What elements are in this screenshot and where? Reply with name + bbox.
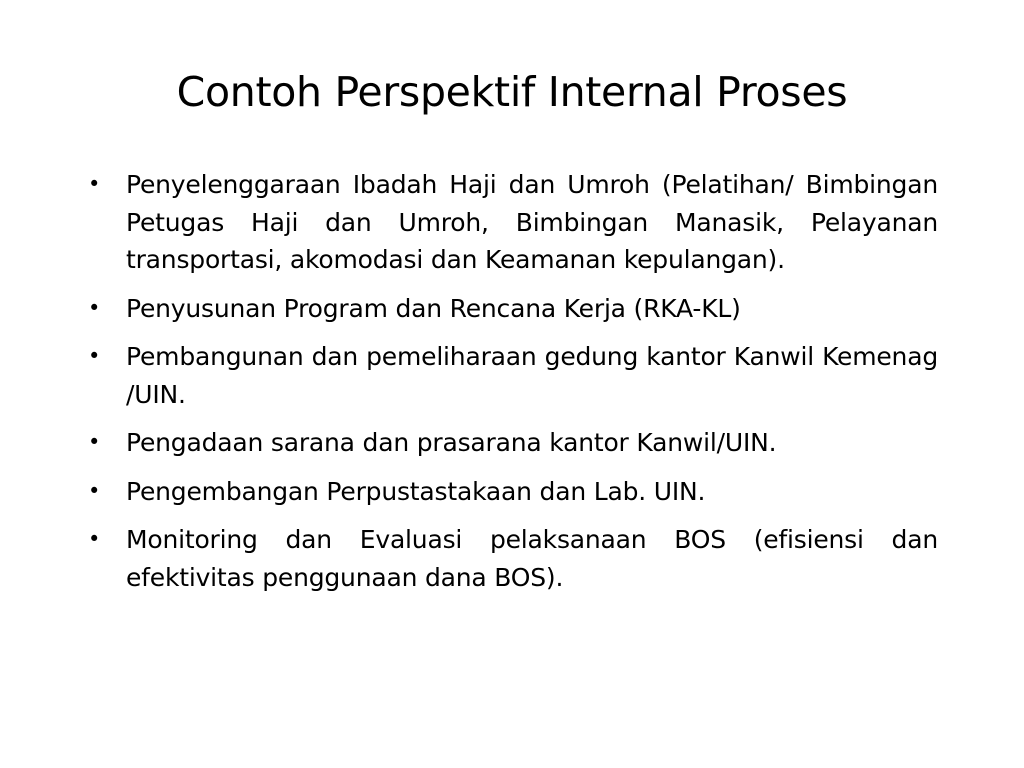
slide-title: Contoh Perspektif Internal Proses	[176, 68, 848, 116]
bullet-text: Penyusunan Program dan Rencana Kerja (RKA-KL)	[126, 293, 741, 323]
bullet-text: Pembangunan dan pemeliharaan gedung kantor Kanwil Kemenag /UIN.	[126, 342, 938, 409]
bullet-item-monitoring-bos	[88, 521, 938, 596]
bullet-marker: •	[88, 295, 101, 320]
bullet-marker: •	[88, 527, 101, 551]
bullet-marker: •	[88, 478, 101, 503]
bullet-text: Pengembangan Perpustastakaan dan Lab. UIN.	[126, 476, 706, 506]
bullet-item-haji	[88, 166, 938, 279]
bullet-marker: •	[88, 172, 101, 196]
bullet-item-pengadaan	[88, 424, 938, 462]
bullet-text: Pengadaan sarana dan prasarana kantor Kanwil/UIN.	[126, 428, 777, 457]
bullet-marker: •	[88, 344, 101, 368]
bullet-list	[88, 166, 938, 607]
bullet-item-rka-kl	[88, 290, 938, 328]
bullet-text: Monitoring dan Evaluasi pelaksanaan BOS (efisiensi dan efektivitas penggunaan dana BOS).	[126, 525, 938, 592]
bullet-item-pembangunan	[88, 338, 938, 413]
bullet-text: Penyelenggaraan Ibadah Haji dan Umroh (Pelatihan/ Bimbingan Petugas Haji dan Umroh, Bimbingan Manasik, Pelayanan transportasi, akomodasi dan Keamanan kepulangan).	[126, 170, 938, 274]
bullet-item-perpustakaan	[88, 473, 938, 511]
bullet-marker: •	[88, 430, 101, 454]
